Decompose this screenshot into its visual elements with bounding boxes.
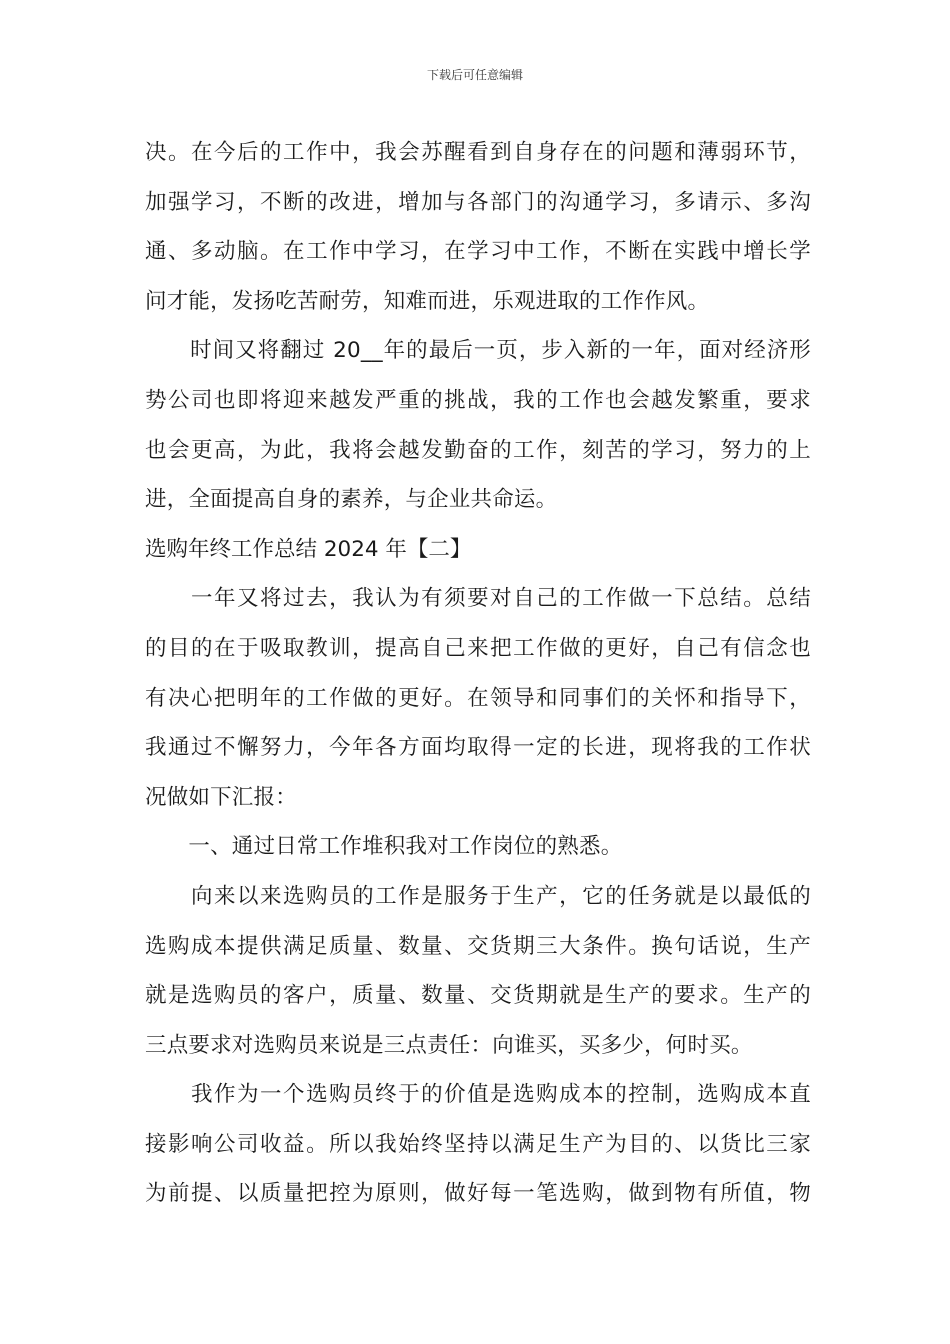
text-line: 况做如下汇报： [145, 784, 297, 810]
text-line: 的目的在于吸取教训，提高自己来把工作做的更好，自己有信念也 [145, 635, 811, 661]
text-line: 进，全面提高自身的素养，与企业共命运。 [145, 487, 558, 513]
paragraph-2 [145, 326, 811, 524]
text-line: 我作为一个选购员终于的价值是选购成本的控制，选购成本直 [145, 1082, 811, 1108]
text-line: 加强学习，不断的改进，增加与各部门的沟通学习，多请示、多沟 [145, 189, 811, 215]
paragraph-1 [145, 128, 811, 326]
text-line: 选购成本提供满足质量、数量、交货期三大条件。换句话说，生产 [145, 933, 811, 959]
text-line: 三点要求对选购员来说是三点责任：向谁买，买多少，何时买。 [145, 1032, 753, 1058]
text-line: 也会更高，为此，我将会越发勤奋的工作，刻苦的学习，努力的上 [145, 437, 811, 463]
text-line: 时间又将翻过 20__年的最后一页，步入新的一年，面对经济形 [145, 338, 811, 364]
paragraph-3 [145, 574, 811, 822]
text-line: 问才能，发扬吃苦耐劳，知难而进，乐观进取的工作作风。 [145, 288, 710, 314]
document-body [145, 128, 811, 1219]
text-line: 通、多动脑。在工作中学习，在学习中工作，不断在实践中增长学 [145, 239, 811, 265]
text-line: 一、通过日常工作堆积我对工作岗位的熟悉。 [145, 834, 623, 860]
text-line: 一年又将过去，我认为有须要对自己的工作做一下总结。总结 [145, 586, 811, 612]
text-line: 我通过不懈努力，今年各方面均取得一定的长进，现将我的工作状 [145, 735, 811, 761]
text-line: 有决心把明年的工作做的更好。在领导和同事们的关怀和指导下， [145, 685, 811, 711]
text-line: 向来以来选购员的工作是服务于生产，它的任务就是以最低的 [145, 883, 811, 909]
text-line: 为前提、以质量把控为原则，做好每一笔选购，做到物有所值，物 [145, 1181, 811, 1207]
text-line: 就是选购员的客户，质量、数量、交货期就是生产的要求。生产的 [145, 983, 811, 1009]
section-heading: 选购年终工作总结 2024 年【二】 [145, 536, 472, 562]
paragraph-4 [145, 822, 811, 872]
text-line: 接影响公司收益。所以我始终坚持以满足生产为目的、以货比三家 [145, 1131, 811, 1157]
text-line: 决。在今后的工作中，我会苏醒看到自身存在的问题和薄弱环节， [145, 140, 811, 165]
paragraph-6 [145, 1070, 811, 1219]
text-line: 势公司也即将迎来越发严重的挑战，我的工作也会越发繁重，要求 [145, 387, 811, 413]
page-header-note: 下载后可任意编辑 [426, 68, 523, 82]
paragraph-5 [145, 872, 811, 1070]
